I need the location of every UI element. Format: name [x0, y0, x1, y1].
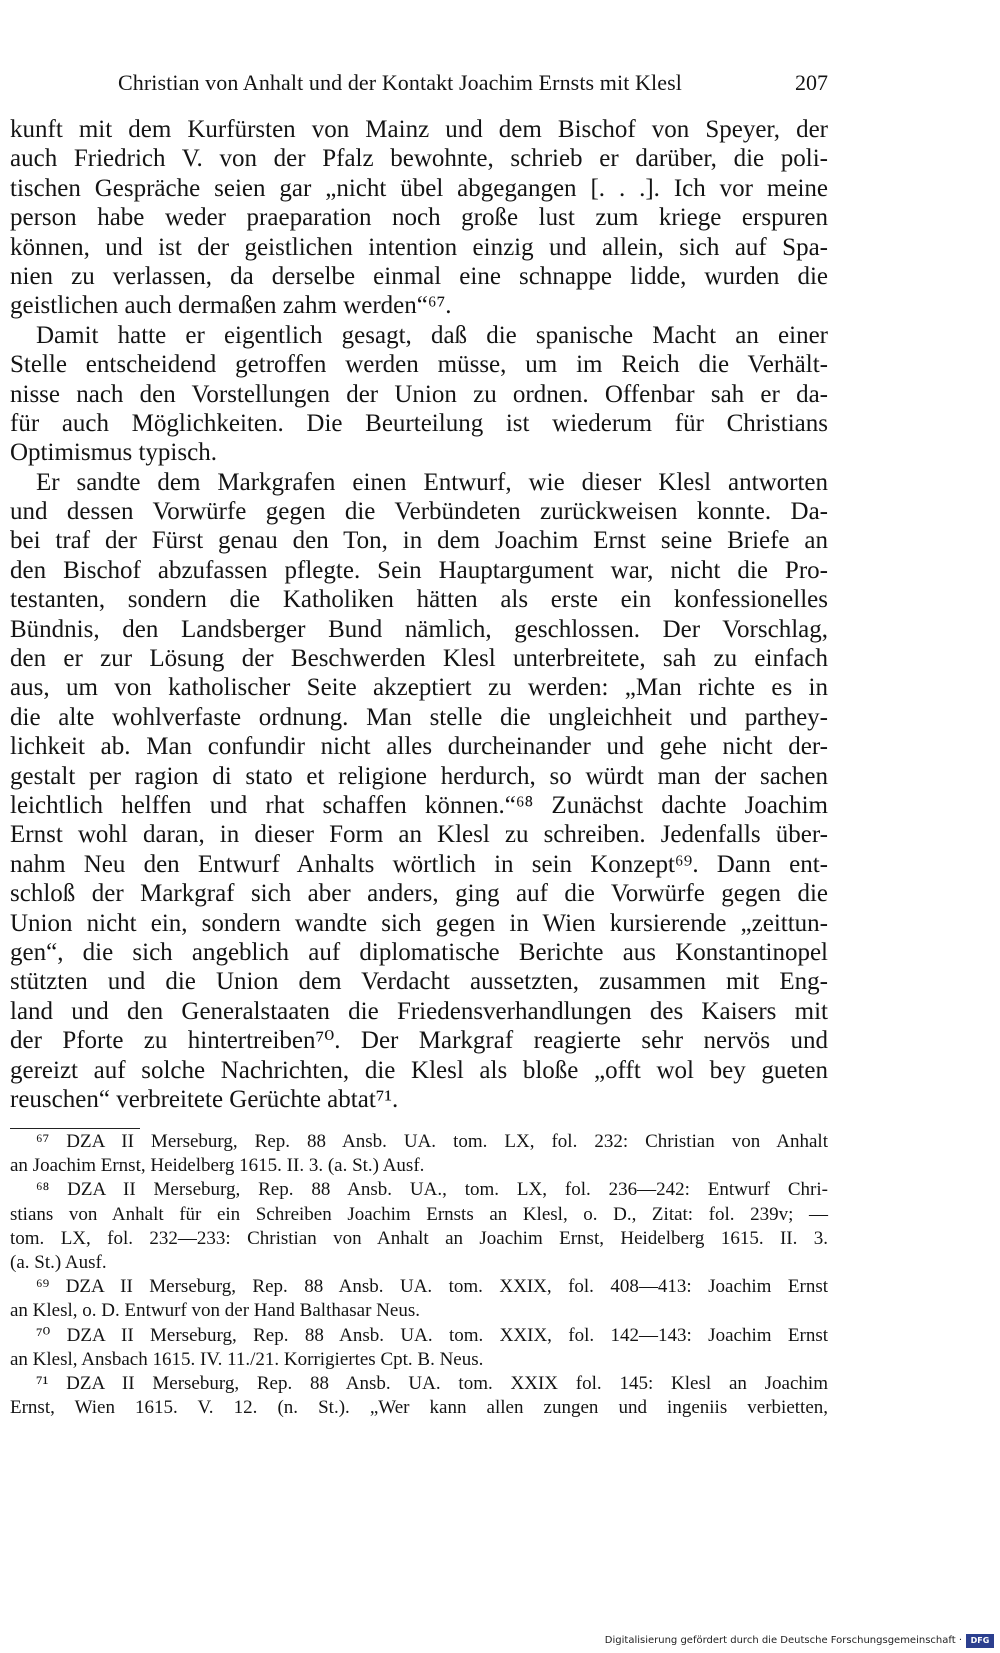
text-line: den Bischof abzufassen pflegte. Sein Hauptargument war, nicht die Pro- [10, 556, 828, 584]
text-line: nahm Neu den Entwurf Anhalts wörtlich in sein Konzept⁶⁹. Dann ent- [10, 850, 828, 878]
text-line: Er sandte dem Markgrafen einen Entwurf, wie dieser Klesl antworten [36, 468, 828, 496]
text-line: Stelle entscheidend getroffen werden müsse, um im Reich die Verhält- [10, 351, 828, 379]
footnote-line: (a. St.) Ausf. [10, 1251, 107, 1273]
footnote-line: ⁶⁷ DZA II Merseburg, Rep. 88 Ansb. UA. tom. LX, fol. 232: Christian von Anhalt [36, 1131, 828, 1152]
footnote-line: ⁶⁹ DZA II Merseburg, Rep. 88 Ansb. UA. tom. XXIX, fol. 408—413: Joachim Ernst [36, 1276, 828, 1298]
page-header [118, 70, 828, 104]
body-text [10, 115, 828, 1114]
text-line: Optimismus typisch. [10, 439, 217, 467]
text-line: leichtlich helffen und rhat schaffen können.“⁶⁸ Zunächst dachte Joachim [10, 791, 828, 819]
dfg-logo: DFG [966, 1634, 994, 1648]
footnote-line: stians von Anhalt für ein Schreiben Joachim Ernsts an Klesl, o. D., Zitat: fol. 239v; — [10, 1203, 828, 1225]
text-line: der Pforte zu hintertreiben⁷⁰. Der Markgraf reagierte sehr nervös und [10, 1027, 828, 1055]
footnote-line: ⁷¹ DZA II Merseburg, Rep. 88 Ansb. UA. tom. XXIX fol. 145: Klesl an Joachim [36, 1372, 828, 1394]
footnote-divider [10, 1128, 140, 1129]
text-line: bei traf der Fürst genau den Ton, in dem Joachim Ernst seine Briefe an [10, 527, 828, 555]
text-line: kunft mit dem Kurfürsten von Mainz und dem Bischof von Speyer, der [10, 116, 828, 143]
text-line: gen“, die sich angeblich auf diplomatische Berichte aus Konstantinopel [10, 938, 828, 966]
page-number: 207 [795, 70, 828, 95]
text-line: Union nicht ein, sondern wandte sich gegen in Wien kursierende „zeittun- [10, 909, 828, 937]
text-line: reuschen“ verbreitete Gerüchte abtat⁷¹. [10, 1085, 399, 1113]
text-line: schloß der Markgraf sich aber anders, ging auf die Vorwürfe gegen die [10, 880, 828, 908]
text-line: können, und ist der geistlichen intention einzig und allein, sich auf Spa- [10, 233, 828, 261]
text-line: und dessen Vorwürfe gegen die Verbündeten zurückweisen konnte. Da- [10, 498, 828, 526]
running-title: Christian von Anhalt und der Kontakt Joachim Ernsts mit Klesl [118, 70, 682, 95]
text-line: testanten, sondern die Katholiken hätten als erste ein konfessionelles [10, 586, 828, 614]
text-line: geistlichen auch dermaßen zahm werden“⁶⁷. [10, 292, 452, 320]
footnote-line: ⁶⁸ DZA II Merseburg, Rep. 88 Ansb. UA., tom. LX, fol. 236—242: Entwurf Chri- [36, 1179, 828, 1201]
text-line: lichkeit ab. Man confundir nicht alles durcheinander und gehe nicht der- [10, 733, 828, 761]
text-line: stützten und die Union dem Verdacht aussetzten, zusammen mit Eng- [10, 968, 828, 996]
text-line: Ernst wohl daran, in dieser Form an Klesl zu schreiben. Jedenfalls über- [10, 821, 828, 849]
digitization-note: Digitalisierung gefördert durch die Deutsche Forschungsgemeinschaft · [604, 1635, 962, 1646]
footnote-line: ⁷⁰ DZA II Merseburg, Rep. 88 Ansb. UA. tom. XXIX, fol. 142—143: Joachim Ernst [36, 1324, 828, 1346]
footnote-line: an Klesl, Ansbach 1615. IV. 11./21. Korrigiertes Cpt. B. Neus. [10, 1348, 484, 1370]
text-line: person habe weder praeparation noch große lust zum kriege erspuren [10, 204, 828, 232]
text-line: gereizt auf solche Nachrichten, die Klesl als bloße „offt wol bey gueten [10, 1056, 828, 1084]
footnote-line: Ernst, Wien 1615. V. 12. (n. St.). „Wer kann allen zungen und ingeniis verbietten, [10, 1397, 828, 1419]
text-line: tischen Gespräche seien gar „nicht übel abgegangen [. . .]. Ich vor meine [10, 174, 828, 202]
text-line: Bündnis, den Landsberger Bund nämlich, geschlossen. Der Vorschlag, [10, 615, 828, 643]
footnote-line: tom. LX, fol. 232—233: Christian von Anhalt an Joachim Ernst, Heidelberg 1615. II. 3. [10, 1227, 828, 1249]
footnote-line: an Joachim Ernst, Heidelberg 1615. II. 3. (a. St.) Ausf. [10, 1155, 425, 1177]
text-line: nien zu verlassen, da derselbe einmal eine schnappe lidde, wurden die [10, 262, 828, 290]
text-line: aus, um von katholischer Seite akzeptiert zu werden: „Man richte es in [10, 674, 828, 702]
text-line: nisse nach den Vorstellungen der Union zu ordnen. Offenbar sah er da- [10, 380, 828, 408]
text-line: auch Friedrich V. von der Pfalz bewohnte, schrieb er darüber, die poli- [10, 145, 828, 173]
text-line: Damit hatte er eigentlich gesagt, daß die spanische Macht an einer [36, 321, 828, 349]
footnotes [10, 1130, 828, 1420]
text-line: den er zur Lösung der Beschwerden Klesl unterbreitete, sah zu einfach [10, 645, 828, 673]
text-line: land und den Generalstaaten die Friedensverhandlungen des Kaisers mit [10, 997, 828, 1025]
text-line: die alte wohlverfaste ordnung. Man stelle die ungleichheit und parthey- [10, 703, 828, 731]
footnote-line: an Klesl, o. D. Entwurf von der Hand Balthasar Neus. [10, 1300, 420, 1322]
text-line: für auch Möglichkeiten. Die Beurteilung ist wiederum für Christians [10, 409, 828, 437]
text-line: gestalt per ragion di stato et religione herdurch, so würdt man der sachen [10, 762, 828, 790]
